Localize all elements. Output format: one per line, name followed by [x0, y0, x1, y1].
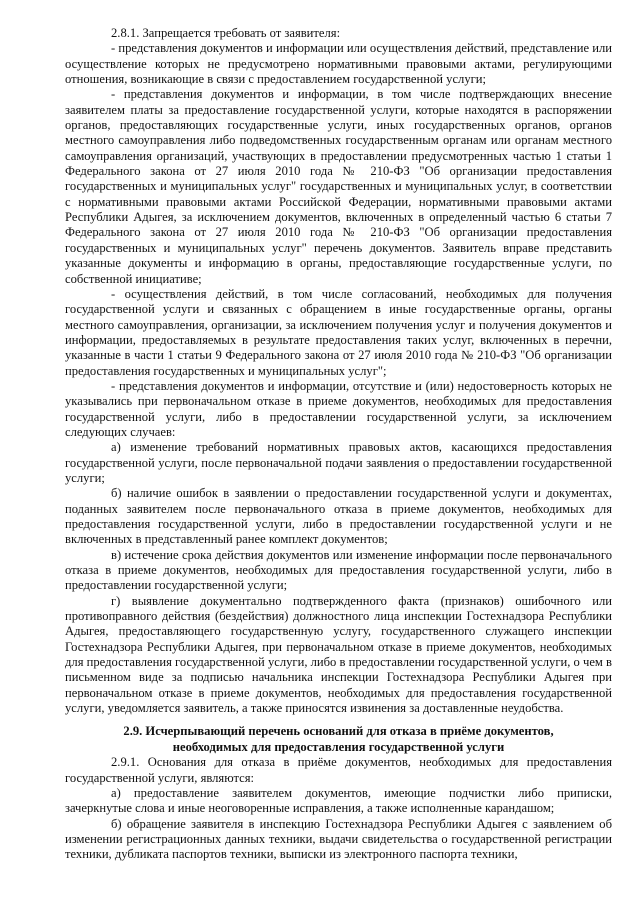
paragraph-case-b: б) наличие ошибок в заявлении о предоставлении государственной услуги и документах, поданных заявителем после первоначального отказа в приеме документов, необходимых для предоставления государственной услуги, либо в предоставлении государственной услуги и не включенных в представленный ранее комплект документов;	[65, 486, 612, 547]
paragraph-case-a: а) изменение требований нормативных правовых актов, касающихся предоставления государственной услуги, после первоначальной подачи заявления о предоставлении государственной услуги;	[65, 440, 612, 485]
section-heading-line-1: 2.9. Исчерпывающий перечень оснований для отказа в приёме документов,	[123, 724, 554, 739]
document-page	[65, 26, 612, 863]
paragraph-item-approvals: - осуществления действий, в том числе согласований, необходимых для получения государственной услуги и связанных с обращением в иные государственные органы, органы местного самоуправления, организации, за исключением получения услуг и получения документов и информации, предоставляемых в результате предоставления таких услуг, включенных в перечни, указанные в части 1 статьи 9 Федерального закона от 27 июля 2010 года № 210-ФЗ "Об организации предоставления государственных и муниципальных услуг";	[65, 286, 612, 378]
paragraph-2-8-1: 2.8.1. Запрещается требовать от заявителя:	[111, 26, 341, 40]
paragraph-item-documents-in-possession: - представления документов и информации, в том числе подтверждающих внесение заявителем платы за предоставление государственной услуги, которые находятся в распоряжении органов, предоставляющих государственные услуги, иных государственных органов, органов местного самоуправления либо подведомственных государственным органам или органам местного самоуправления организаций, участвующих в предоставлении предусмотренных частью 1 статьи 1 Федерального закона от 27 июля 2010 года № 210-ФЗ "Об организации предоставления государственных и муниципальных услуг" государственных и муниципальных услуг, в соответствии с нормативными правовыми актами Российской Федерации, нормативными правовыми актами Республики Адыгея, за исключением документов, включенных в определенный частью 6 статьи 7 Федерального закона от 27 июля 2010 года № 210-ФЗ "Об организации предоставления государственных и муниципальных услуг" перечень документов. Заявитель вправе представить указанные документы и информацию в органы, предоставляющие государственные услуги, по собственной инициативе;	[65, 87, 612, 286]
section-heading-line-2: необходимых для предоставления государственной услуги	[172, 739, 505, 754]
paragraph-ground-a: а) предоставление заявителем документов, имеющие подчистки либо приписки, зачеркнутые слова и иные неоговоренные исправления, а также исполненные карандашом;	[65, 785, 612, 816]
paragraph-case-g: г) выявление документально подтвержденного факта (признаков) ошибочного или противоправного действия (бездействия) должностного лица инспекции Гостехнадзора Республики Адыгея, предоставляющего государственную услугу, государственного служащего инспекции Гостехнадзора Республики Адыгея, при первоначальном отказе в приеме документов, необходимых для предоставления государственной услуги, либо в предоставлении государственной услуги, о чем в письменном виде за подписью начальника инспекции Гостехнадзора Республики Адыгея при первоначальном отказе в приеме документов, необходимых для предоставления государственной услуги, уведомляется заявитель, а также приносятся извинения за доставленные неудобства.	[65, 593, 612, 716]
paragraph-item-unregulated-documents: - представления документов и информации или осуществления действий, представление или осуществление которых не предусмотрено нормативными правовыми актами, регулирующими отношения, возникающие в связи с предоставлением государственной услуги;	[65, 41, 612, 87]
paragraph-2-9-1: 2.9.1. Основания для отказа в приёме документов, необходимых для предоставления государственной услуги, являются:	[65, 755, 612, 785]
paragraph-case-v: в) истечение срока действия документов или изменение информации после первоначального отказа в приеме документов, необходимых для предоставления государственной услуги, либо в предоставлении государственной услуги;	[65, 547, 612, 593]
section-heading-2-9	[65, 724, 612, 755]
paragraph-ground-b: б) обращение заявителя в инспекцию Гостехнадзора Республики Адыгея с заявлением об изменении регистрационных данных техники, выдачи свидетельства о государственной регистрации техники, дубликата паспортов техники, выписки из электронного паспорта техники,	[65, 816, 612, 862]
paragraph-item-undeclared-documents: - представления документов и информации, отсутствие и (или) недостоверность которых не указывались при первоначальном отказе в приеме документов, необходимых для предоставления государственной услуги, либо в предоставлении государственной услуги, за исключением следующих случаев:	[65, 378, 612, 439]
